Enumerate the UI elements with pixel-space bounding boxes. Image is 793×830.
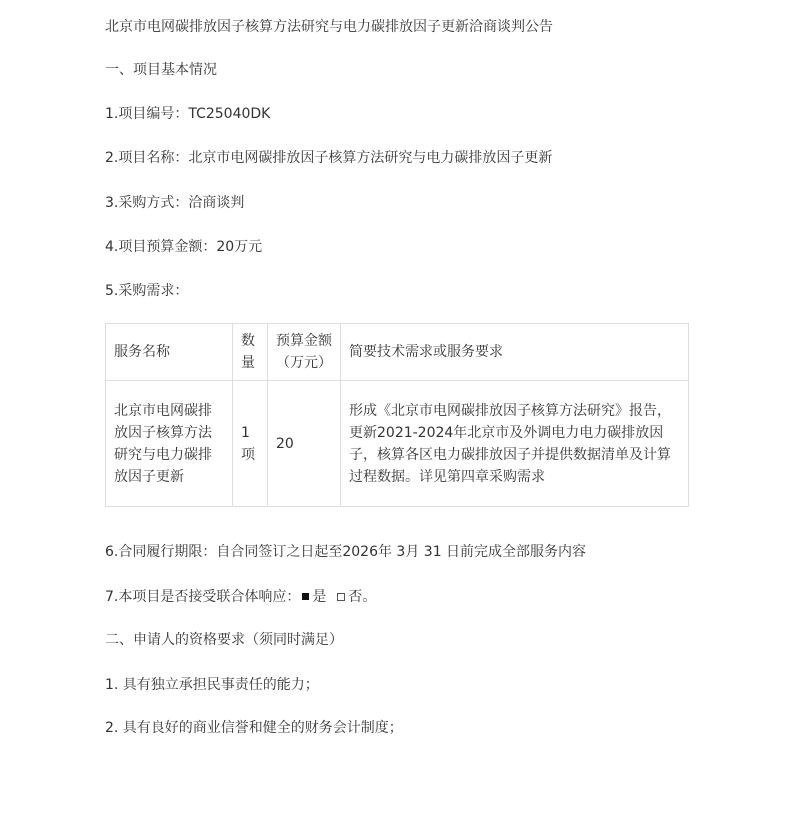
section-heading: 一、项目基本情况 bbox=[105, 62, 217, 78]
table-header-row bbox=[106, 324, 689, 381]
option-yes: 是 bbox=[312, 589, 327, 605]
consortium-question bbox=[105, 587, 376, 607]
header-quantity: 数量 bbox=[233, 324, 268, 381]
cell-budget: 20 bbox=[268, 381, 341, 507]
header-service-name: 服务名称 bbox=[106, 324, 233, 381]
procurement-method: 3.采购方式：洽商谈判 bbox=[105, 195, 245, 211]
section-heading: 二、申请人的资格要求（须同时满足） bbox=[105, 632, 343, 648]
contract-period: 6.合同履行期限：自合同签订之日起至2026年 3月 31 日前完成全部服务内容 bbox=[105, 544, 587, 560]
project-budget: 4.项目预算金额：20万元 bbox=[105, 239, 263, 255]
procurement-requirements-label: 5.采购需求： bbox=[105, 283, 189, 299]
project-number: 1.项目编号：TC25040DK bbox=[105, 106, 271, 122]
table-row bbox=[106, 381, 689, 507]
cell-quantity: 1项 bbox=[233, 381, 268, 507]
consortium-label: 7.本项目是否接受联合体响应： bbox=[105, 589, 301, 605]
cell-service-name: 北京市电网碳排放因子核算方法研究与电力碳排放因子更新 bbox=[106, 381, 233, 507]
project-name: 2.项目名称：北京市电网碳排放因子核算方法研究与电力碳排放因子更新 bbox=[105, 150, 553, 166]
checkbox-no-unchecked[interactable] bbox=[337, 593, 345, 601]
header-requirements: 简要技术需求或服务要求 bbox=[341, 324, 689, 381]
requirement-item: 2. 具有良好的商业信誉和健全的财务会计制度； bbox=[105, 720, 403, 736]
requirements-table bbox=[105, 323, 689, 507]
document-title: 北京市电网碳排放因子核算方法研究与电力碳排放因子更新洽商谈判公告 bbox=[105, 19, 553, 35]
cell-requirements: 形成《北京市电网碳排放因子核算方法研究》报告，更新2021-2024年北京市及外调电力电力碳排放因子，核算各区电力碳排放因子并提供数据清单及计算过程数据。详见第四章采购需求 bbox=[341, 381, 689, 507]
option-no: 否。 bbox=[348, 589, 377, 605]
header-budget: 预算金额（万元） bbox=[268, 324, 341, 381]
checkbox-yes-checked[interactable] bbox=[302, 593, 309, 600]
requirement-item: 1. 具有独立承担民事责任的能力； bbox=[105, 677, 319, 693]
